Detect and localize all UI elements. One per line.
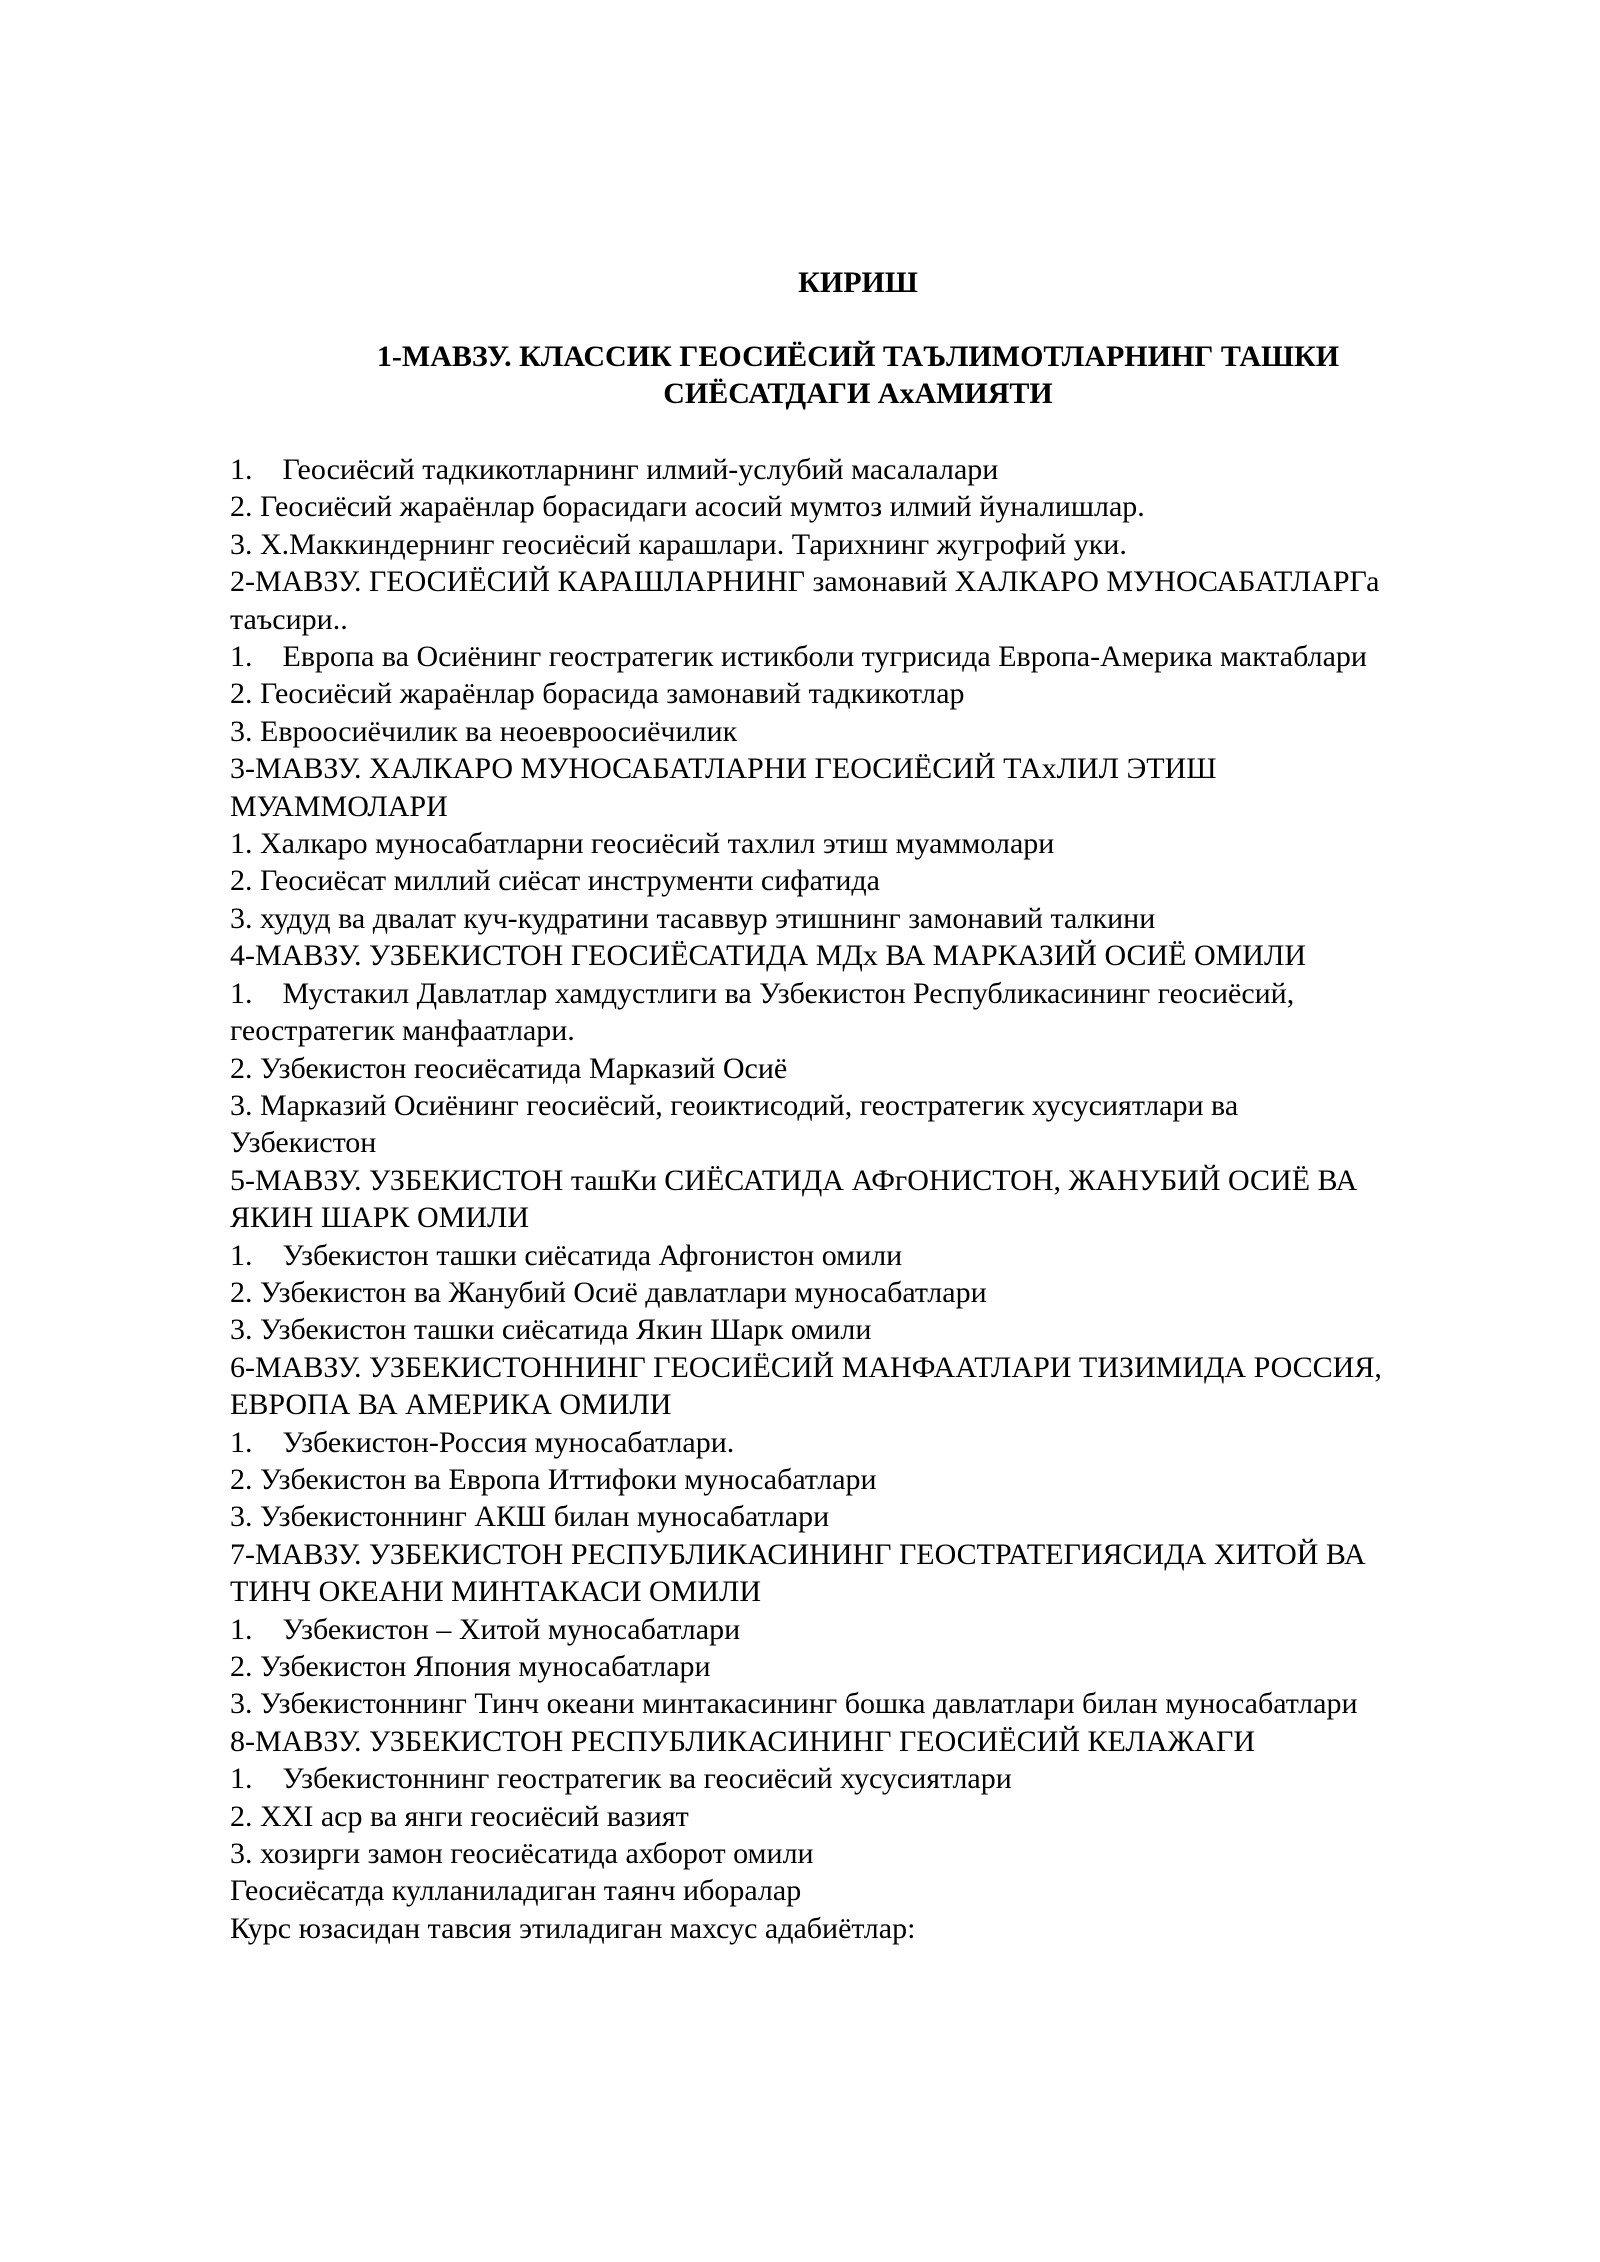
topic-heading: ТИНЧ ОКЕАНИ МИНТАКАСИ ОМИЛИ: [230, 1575, 762, 1609]
text-line: 2. XXI аср ва янги геосиёсий вазият: [230, 1799, 689, 1833]
text-line: 1. Узбекистон-Россия муносабатлари.: [230, 1425, 735, 1459]
text-line: 1. Европа ва Осиёнинг геостратегик истикболи тугрисида Европа-Америка мактаблари: [230, 640, 1367, 674]
topic1-title-line2: СИЁСАТДАГИ АхАМИЯТИ: [663, 377, 1053, 410]
text-line: 1. Геосиёсий тадкикотларнинг илмий-услубий масалалари: [230, 453, 999, 486]
text-line: 3. Узбекистоннинг АКШ билан муносабатлари: [230, 1500, 830, 1534]
topic-heading: 7-МАВЗУ. УЗБЕКИСТОН РЕСПУБЛИКАСИНИНГ ГЕОСТРАТЕГИЯСИДА ХИТОЙ ВА: [230, 1537, 1366, 1571]
text-line: 3. Узбекистоннинг Тинч океани минтакасининг бошка давлатлари билан муносабатлари: [230, 1687, 1358, 1721]
text-line: 3. Х.Маккиндернинг геосиёсий карашлари. Тарихнинг жугрофий уки.: [230, 527, 1127, 561]
text-line: 1. Мустакил Давлатлар хамдустлиги ва Узбекистон Республикасининг геосиёсий,: [230, 976, 1295, 1010]
topic-heading: 3-МАВЗУ. ХАЛКАРО МУНОСАБАТЛАРНИ ГЕОСИЁСИЙ ТАхЛИЛ ЭТИШ: [230, 752, 1217, 786]
topic1-title-line1: 1-МАВЗУ. КЛАССИК ГЕОСИЁСИЙ ТАЪЛИМОТЛАРНИНГ ТАШКИ: [376, 340, 1340, 373]
text-line: 1. Узбекистоннинг геостратегик ва геосиёсий хусусиятлари: [230, 1762, 1012, 1796]
text-line: 2. Геосиёсий жараёнлар борасида замонавий тадкикотлар: [230, 677, 965, 711]
topic-heading: 5-МАВЗУ. УЗБЕКИСТОН ташКи СИЁСАТИДА АФгОНИСТОН, ЖАНУБИЙ ОСИЁ ВА: [230, 1163, 1358, 1197]
text-line: 2. Узбекистон геосиёсатида Марказий Осиё: [230, 1051, 788, 1085]
text-line: Геосиёсатда кулланиладиган таянч иборалар: [230, 1874, 802, 1908]
text-line: 2. Узбекистон ва Жанубий Осиё давлатлари муносабатлари: [230, 1275, 987, 1309]
text-line: 3. Марказий Осиёнинг геосиёсий, геоиктисодий, геостратегик хусусиятлари ва: [230, 1088, 1239, 1122]
text-line: геостратегик манфаатлари.: [230, 1014, 575, 1048]
text-line: 3. хозирги замон геосиёсатида ахборот омили: [230, 1837, 814, 1871]
topic-heading: 6-МАВЗУ. УЗБЕКИСТОННИНГ ГЕОСИЁСИЙ МАНФААТЛАРИ ТИЗИМИДА РОССИЯ,: [230, 1350, 1382, 1384]
intro-heading: КИРИШ: [798, 266, 918, 299]
text-line: 2. Геосиёсий жараёнлар борасидаги асосий мумтоз илмий йуналишлар.: [230, 490, 1145, 524]
topic-heading: 4-МАВЗУ. УЗБЕКИСТОН ГЕОСИЁСАТИДА МДх ВА МАРКАЗИЙ ОСИЁ ОМИЛИ: [230, 939, 1306, 973]
text-line: 3. Узбекистон ташки сиёсатида Якин Шарк омили: [230, 1313, 872, 1347]
topic1-title: [230, 338, 1486, 412]
text-line: Узбекистон: [230, 1126, 377, 1160]
topic-heading: ЕВРОПА ВА АМЕРИКА ОМИЛИ: [230, 1388, 672, 1422]
text-line: 1. Халкаро муносабатларни геосиёсий тахлил этиш муаммолари: [230, 827, 1055, 861]
topic-heading: МУАММОЛАРИ: [230, 789, 448, 823]
text-line: Курс юзасидан тавсия этиладиган махсус адабиётлар:: [230, 1911, 916, 1945]
text-line: 2. Узбекистон Япония муносабатлари: [230, 1650, 711, 1683]
text-line: 2. Геосиёсат миллий сиёсат инструменти сифатида: [230, 864, 880, 898]
text-line: 1. Узбекистон – Хитой муносабатлари: [230, 1612, 741, 1646]
text-line: 3. худуд ва двалат куч-кудратини тасаввур этишнинг замонавий талкини: [230, 901, 1156, 935]
topic-heading: 8-МАВЗУ. УЗБЕКИСТОН РЕСПУБЛИКАСИНИНГ ГЕОСИЁСИЙ КЕЛАЖАГИ: [230, 1724, 1255, 1758]
topic-heading: ЯКИН ШАРК ОМИЛИ: [230, 1201, 529, 1235]
topic-heading: таъсири..: [230, 602, 348, 636]
text-line: 1. Узбекистон ташки сиёсатида Афгонистон омили: [230, 1238, 903, 1272]
document-body: [230, 451, 1510, 1947]
topic-heading: 2-МАВЗУ. ГЕОСИЁСИЙ КАРАШЛАРНИНГ замонавий ХАЛКАРО МУНОСАБАТЛАРГа: [230, 565, 1380, 599]
text-line: 3. Евроосиёчилик ва неоевроосиёчилик: [230, 714, 738, 748]
text-line: 2. Узбекистон ва Европа Иттифоки муносабатлари: [230, 1462, 877, 1496]
